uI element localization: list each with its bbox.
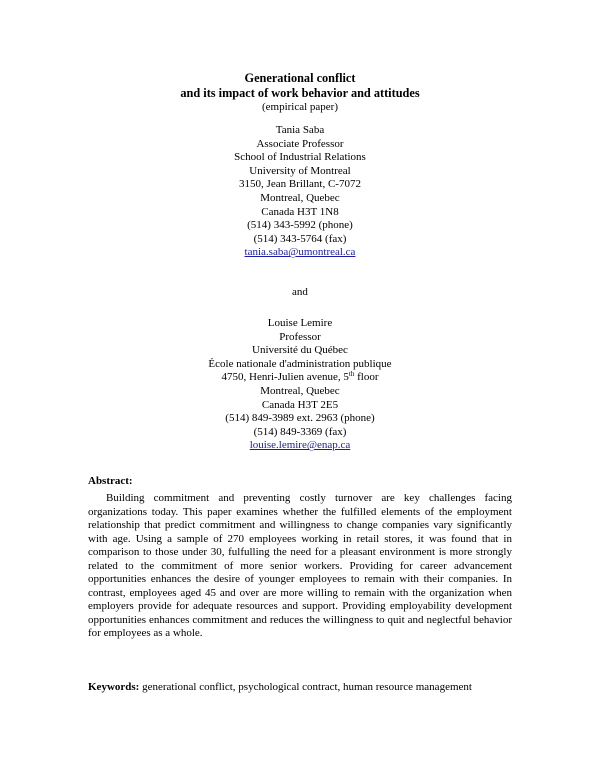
keywords-label: Keywords: xyxy=(88,681,140,693)
author-1-phone: (514) 343-5992 (phone) xyxy=(247,219,353,232)
author-2-street-main: 4750, Henri-Julien avenue, 5 xyxy=(221,371,349,384)
abstract-body: Building commitment and preventing costly turnover are key challenges facing organizations today. This paper examines whether the fulfilled elements of the employment relationship that predict commitment and willingness to change companies vary significantly with age. Using a sample of 270 employees working in retail stores, it was found that in comparison to those under 30, fulfulling the need for a pleasant environment is more strongly related to the commitment of more senior workers. Providing for career advancement opportunities enhances the desire of younger employees to remain with their companies. In contrast, employees aged 45 and over are more willing to remain with the organization when employers provide for adequate resources and support. Providing employability development opportunities enhances commitment and reduces the willingness to quit and neglectful behavior for employees as a whole. xyxy=(88,492,512,639)
author-1-department: School of Industrial Relations xyxy=(234,151,366,164)
author-1-city: Montreal, Quebec xyxy=(260,191,340,204)
author-2-name: Louise Lemire xyxy=(267,317,333,329)
author-2-phone: (514) 849-3989 ext. 2963 (phone) xyxy=(225,412,375,425)
author-1-fax: (514) 343-5764 (fax) xyxy=(253,232,347,245)
author-2-city: Montreal, Quebec xyxy=(260,384,340,397)
author-2-postal: Canada H3T 2E5 xyxy=(261,398,339,411)
author-2-fax: (514) 849-3369 (fax) xyxy=(253,425,347,438)
keywords-text: generational conflict, psychological contract, human resource management xyxy=(139,681,472,693)
author-1-name: Tania Saba xyxy=(275,124,325,136)
author-1-email-link[interactable]: tania.saba@umontreal.ca xyxy=(244,246,356,259)
author-2-position: Professor xyxy=(279,330,321,343)
paper-subtitle: (empirical paper) xyxy=(261,101,339,113)
author-2-school: École nationale d'administration publique xyxy=(208,357,392,370)
author-2-email-link[interactable]: louise.lemire@enap.ca xyxy=(249,439,351,452)
paper-title-line-1: Generational conflict xyxy=(244,71,356,85)
author-1-block xyxy=(0,124,600,260)
author-1-street: 3150, Jean Brillant, C-7072 xyxy=(239,178,361,191)
author-2-street-superscript: th xyxy=(348,370,355,379)
author-2-block xyxy=(0,317,600,453)
keywords-line xyxy=(88,681,512,694)
author-1-position: Associate Professor xyxy=(256,137,344,150)
author-separator: and xyxy=(292,286,308,298)
author-2-street xyxy=(0,371,600,385)
paper-title-line-2: and its impact of work behavior and attitudes xyxy=(180,86,420,100)
author-1-postal: Canada H3T 1N8 xyxy=(261,205,339,218)
author-1-university: University of Montreal xyxy=(249,164,351,177)
title-block xyxy=(0,71,600,114)
author-2-university: Université du Québec xyxy=(252,344,348,357)
abstract-heading: Abstract: xyxy=(88,475,133,487)
author-2-street-floor: floor xyxy=(354,371,379,384)
